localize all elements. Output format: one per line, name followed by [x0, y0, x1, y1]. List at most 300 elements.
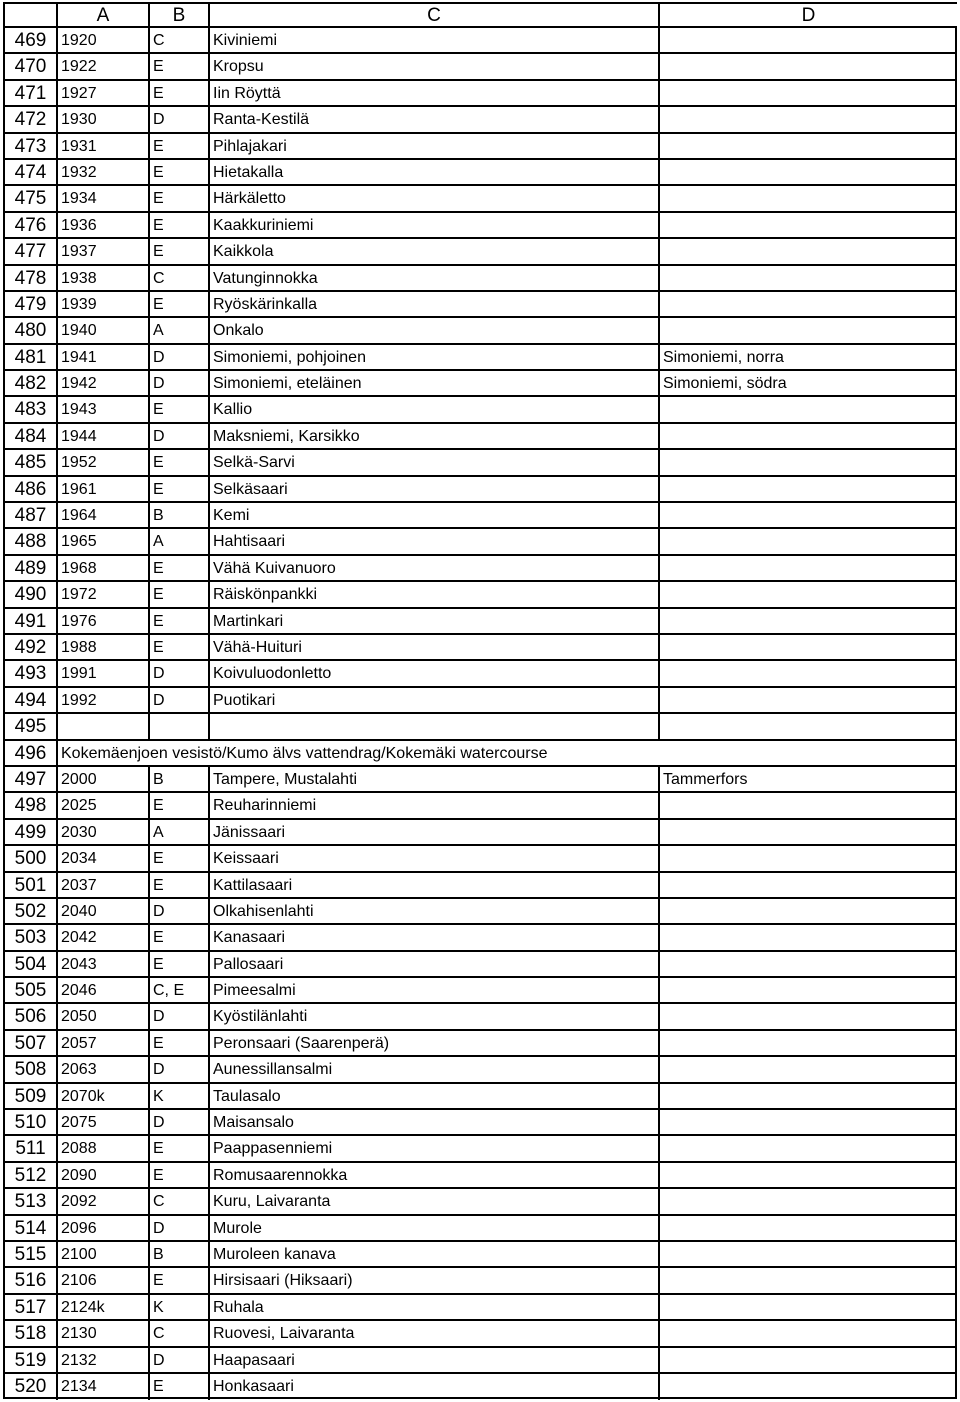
cell-b[interactable]: B — [150, 1242, 210, 1266]
table-row — [5, 609, 955, 635]
cell-c[interactable]: Kemi — [210, 503, 660, 527]
cell-a[interactable]: 1992 — [58, 688, 150, 712]
row-number[interactable]: 492 — [5, 635, 58, 659]
cell-a[interactable]: 1922 — [58, 54, 150, 78]
row-number[interactable]: 512 — [5, 1163, 58, 1187]
cell-b[interactable]: E — [150, 609, 210, 633]
cell-d[interactable] — [660, 714, 955, 738]
cell-c[interactable]: Härkäletto — [210, 186, 660, 210]
cell-b[interactable]: E — [150, 54, 210, 78]
cell-c[interactable]: Pihlajakari — [210, 134, 660, 158]
cell-a[interactable]: 1972 — [58, 582, 150, 606]
cell-d[interactable] — [660, 529, 955, 553]
table-row — [5, 714, 955, 740]
cell-c[interactable]: Martinkari — [210, 609, 660, 633]
cell-b[interactable]: D — [150, 371, 210, 395]
cell-d[interactable] — [660, 873, 955, 897]
cell-a[interactable]: 2037 — [58, 873, 150, 897]
row-number[interactable]: 475 — [5, 186, 58, 210]
spreadsheet-grid — [3, 2, 957, 1399]
row-number[interactable]: 476 — [5, 213, 58, 237]
cell-c[interactable]: Murole — [210, 1216, 660, 1240]
cell-c[interactable]: Pallosaari — [210, 952, 660, 976]
cell-a[interactable]: 1931 — [58, 134, 150, 158]
cell-a[interactable]: 1934 — [58, 186, 150, 210]
table-row — [5, 292, 955, 318]
cell-c[interactable]: Pimeesalmi — [210, 978, 660, 1002]
row-number[interactable]: 510 — [5, 1110, 58, 1134]
cell-d[interactable] — [660, 1216, 955, 1240]
cell-d[interactable] — [660, 266, 955, 290]
cell-b[interactable]: E — [150, 160, 210, 184]
cell-c[interactable]: Simoniemi, pohjoinen — [210, 345, 660, 369]
cell-a[interactable]: 2043 — [58, 952, 150, 976]
cell-d[interactable] — [660, 952, 955, 976]
cell-c[interactable]: Vatunginnokka — [210, 266, 660, 290]
row-number[interactable]: 486 — [5, 477, 58, 501]
cell-a[interactable]: 1937 — [58, 239, 150, 263]
cell-b[interactable]: D — [150, 1110, 210, 1134]
cell-a[interactable]: 2050 — [58, 1004, 150, 1028]
cell-d[interactable] — [660, 450, 955, 474]
cell-c[interactable]: Peronsaari (Saarenperä) — [210, 1031, 660, 1055]
cell-b[interactable]: D — [150, 899, 210, 923]
cell-d[interactable] — [660, 1004, 955, 1028]
table-row — [5, 1321, 955, 1347]
cell-c[interactable]: Ranta-Kestilä — [210, 107, 660, 131]
cell-c[interactable]: Maisansalo — [210, 1110, 660, 1134]
cell-b[interactable]: D — [150, 1348, 210, 1372]
cell-c[interactable]: Räiskönpankki — [210, 582, 660, 606]
cell-d[interactable]: Tammerfors — [663, 770, 748, 788]
cell-c[interactable]: Reuharinniemi — [210, 793, 660, 817]
table-row — [5, 899, 955, 925]
cell-b[interactable]: B — [150, 767, 210, 791]
column-header-b[interactable]: B — [150, 4, 210, 28]
cell-b[interactable]: E — [150, 397, 210, 421]
cell-c[interactable]: Tampere, Mustalahti — [210, 767, 660, 791]
column-header-a[interactable]: A — [58, 4, 150, 28]
cell-a[interactable]: 1941 — [58, 345, 150, 369]
cell-c[interactable]: Kyöstilänlahti — [210, 1004, 660, 1028]
row-number[interactable]: 505 — [5, 978, 58, 1002]
cell-b[interactable]: C, E — [150, 978, 210, 1002]
cell-c[interactable]: Vähä-Huituri — [210, 635, 660, 659]
cell-b[interactable]: E — [150, 477, 210, 501]
cell-b[interactable]: E — [150, 1268, 210, 1292]
cell-a[interactable]: 2075 — [58, 1110, 150, 1134]
cell-a[interactable]: 1968 — [58, 556, 150, 580]
cell-d[interactable] — [660, 81, 955, 105]
cell-d[interactable]: Simoniemi, norra — [663, 348, 784, 366]
row-number[interactable]: 483 — [5, 397, 58, 421]
cell-c[interactable]: Ruovesi, Laivaranta — [210, 1321, 660, 1345]
cell-c[interactable]: Kropsu — [210, 54, 660, 78]
cell-a[interactable]: 1942 — [58, 371, 150, 395]
cell-b[interactable]: D — [150, 661, 210, 685]
cell-b[interactable]: A — [150, 318, 210, 342]
cell-d[interactable] — [660, 1110, 955, 1134]
table-row — [5, 160, 955, 186]
cell-c[interactable]: Iin Röyttä — [210, 81, 660, 105]
cell-b[interactable]: E — [150, 846, 210, 870]
cell-c[interactable]: Taulasalo — [210, 1084, 660, 1108]
cell-b[interactable]: D — [150, 424, 210, 448]
cell-d[interactable] — [660, 635, 955, 659]
cell-a[interactable]: 1965 — [58, 529, 150, 553]
row-number[interactable]: 500 — [5, 846, 58, 870]
cell-c[interactable]: Keissaari — [210, 846, 660, 870]
cell-b[interactable]: C — [150, 266, 210, 290]
row-number[interactable]: 511 — [5, 1136, 58, 1160]
cell-b[interactable]: K — [150, 1084, 210, 1108]
cell-c[interactable]: Paappasenniemi — [210, 1136, 660, 1160]
cell-a[interactable]: 1940 — [58, 318, 150, 342]
row-number[interactable]: 487 — [5, 503, 58, 527]
row-number[interactable]: 502 — [5, 899, 58, 923]
cell-a[interactable]: 1930 — [58, 107, 150, 131]
cell-a[interactable]: 2092 — [58, 1189, 150, 1213]
cell-a[interactable]: 1932 — [58, 160, 150, 184]
row-number[interactable]: 469 — [5, 28, 58, 52]
cell-d[interactable] — [660, 582, 955, 606]
cell-b[interactable]: D — [150, 1216, 210, 1240]
row-number[interactable]: 482 — [5, 371, 58, 395]
cell-b[interactable]: E — [150, 873, 210, 897]
row-number[interactable]: 490 — [5, 582, 58, 606]
cell-d[interactable] — [660, 213, 955, 237]
row-number[interactable]: 501 — [5, 873, 58, 897]
table-row — [5, 1031, 955, 1057]
cell-c[interactable]: Jänissaari — [210, 820, 660, 844]
row-number[interactable]: 520 — [5, 1374, 58, 1400]
cell-a[interactable]: 2030 — [58, 820, 150, 844]
cell-d[interactable] — [660, 28, 955, 52]
table-row — [5, 424, 955, 450]
cell-a[interactable]: 1991 — [58, 661, 150, 685]
cell-d[interactable] — [660, 477, 955, 501]
row-number[interactable]: 479 — [5, 292, 58, 316]
row-number[interactable]: 519 — [5, 1348, 58, 1372]
cell-b[interactable]: E — [150, 1374, 210, 1400]
cell-b[interactable]: E — [150, 556, 210, 580]
cell-d[interactable] — [660, 54, 955, 78]
row-number[interactable]: 513 — [5, 1189, 58, 1213]
cell-b[interactable]: A — [150, 820, 210, 844]
cell-c[interactable]: Olkahisenlahti — [210, 899, 660, 923]
cell-a[interactable]: 2057 — [58, 1031, 150, 1055]
row-number[interactable]: 489 — [5, 556, 58, 580]
row-number[interactable]: 472 — [5, 107, 58, 131]
cell-a[interactable]: 2088 — [58, 1136, 150, 1160]
row-number[interactable]: 517 — [5, 1295, 58, 1319]
cell-d[interactable] — [660, 978, 955, 1002]
table-row — [5, 1189, 955, 1215]
cell-a[interactable]: 1961 — [58, 477, 150, 501]
table-row — [5, 318, 955, 344]
table-row — [5, 1242, 955, 1268]
cell-b[interactable]: D — [150, 1004, 210, 1028]
cell-d[interactable] — [660, 1348, 955, 1372]
table-row — [5, 925, 955, 951]
cell-a[interactable]: 2090 — [58, 1163, 150, 1187]
cell-b[interactable]: E — [150, 81, 210, 105]
cell-d[interactable] — [660, 1057, 955, 1081]
row-number[interactable]: 499 — [5, 820, 58, 844]
table-row — [5, 741, 955, 767]
cell-d[interactable] — [660, 820, 955, 844]
column-header-c[interactable]: C — [210, 4, 660, 28]
cell-a[interactable]: 2096 — [58, 1216, 150, 1240]
cell-a[interactable]: 1952 — [58, 450, 150, 474]
cell-b[interactable] — [150, 714, 210, 738]
row-number[interactable]: 514 — [5, 1216, 58, 1240]
cell-d[interactable] — [660, 318, 955, 342]
cell-b[interactable]: D — [150, 345, 210, 369]
cell-b[interactable]: E — [150, 292, 210, 316]
column-header-d[interactable]: D — [660, 4, 957, 28]
table-row — [5, 1136, 955, 1162]
cell-c[interactable]: Kattilasaari — [210, 873, 660, 897]
cell-a[interactable]: 2124k — [58, 1295, 150, 1319]
cell-a[interactable]: 1988 — [58, 635, 150, 659]
cell-c[interactable]: Haapasaari — [210, 1348, 660, 1372]
cell-a[interactable]: 1964 — [58, 503, 150, 527]
cell-b[interactable]: E — [150, 213, 210, 237]
cell-d[interactable] — [660, 239, 955, 263]
cell-b[interactable]: C — [150, 28, 210, 52]
cell-a[interactable]: 2134 — [58, 1374, 150, 1400]
cell-a[interactable]: 2130 — [58, 1321, 150, 1345]
table-row — [5, 1374, 955, 1400]
cell-d[interactable] — [660, 1242, 955, 1266]
table-row — [5, 371, 955, 397]
cell-a[interactable]: 1920 — [58, 28, 150, 52]
cell-a[interactable]: 1939 — [58, 292, 150, 316]
cell-c[interactable]: Muroleen kanava — [210, 1242, 660, 1266]
cell-b[interactable]: E — [150, 450, 210, 474]
table-row — [5, 1348, 955, 1374]
cell-d[interactable] — [660, 1374, 955, 1400]
cell-b[interactable]: E — [150, 239, 210, 263]
table-row — [5, 1004, 955, 1030]
cell-a[interactable]: 2106 — [58, 1268, 150, 1292]
cell-c[interactable]: Hirsisaari (Hiksaari) — [210, 1268, 660, 1292]
row-number[interactable]: 491 — [5, 609, 58, 633]
cell-b[interactable]: E — [150, 925, 210, 949]
cell-d[interactable] — [660, 1189, 955, 1213]
row-number[interactable]: 480 — [5, 318, 58, 342]
cell-b[interactable]: E — [150, 952, 210, 976]
row-number[interactable]: 481 — [5, 345, 58, 369]
cell-b[interactable]: K — [150, 1295, 210, 1319]
table-row — [5, 556, 955, 582]
cell-d[interactable] — [660, 1136, 955, 1160]
cell-c[interactable]: Kaakkuriniemi — [210, 213, 660, 237]
cell-c[interactable]: Ruhala — [210, 1295, 660, 1319]
cell-a[interactable]: 2046 — [58, 978, 150, 1002]
table-row — [5, 1216, 955, 1242]
cell-d[interactable] — [660, 107, 955, 131]
row-number[interactable]: 494 — [5, 688, 58, 712]
cell-c[interactable]: Maksniemi, Karsikko — [210, 424, 660, 448]
cell-d[interactable] — [660, 1031, 955, 1055]
cell-d[interactable] — [660, 609, 955, 633]
row-number[interactable]: 474 — [5, 160, 58, 184]
cell-a[interactable] — [58, 714, 150, 738]
cell-c[interactable]: Selkäsaari — [210, 477, 660, 501]
cell-d[interactable] — [660, 556, 955, 580]
cell-d[interactable] — [660, 292, 955, 316]
cell-c[interactable]: Onkalo — [210, 318, 660, 342]
cell-c[interactable]: Hahtisaari — [210, 529, 660, 553]
table-row — [5, 767, 955, 793]
row-number[interactable]: 504 — [5, 952, 58, 976]
cell-c[interactable]: Selkä-Sarvi — [210, 450, 660, 474]
cell-d[interactable] — [660, 1084, 955, 1108]
cell-b[interactable]: E — [150, 1136, 210, 1160]
table-row — [5, 793, 955, 819]
cell-a[interactable]: 2025 — [58, 793, 150, 817]
table-row — [5, 213, 955, 239]
sheet-rows — [5, 28, 955, 1400]
cell-d[interactable] — [660, 160, 955, 184]
cell-b[interactable]: D — [150, 1057, 210, 1081]
cell-d[interactable] — [660, 397, 955, 421]
cell-b[interactable]: D — [150, 688, 210, 712]
cell-d[interactable] — [660, 503, 955, 527]
cell-c[interactable]: Kanasaari — [210, 925, 660, 949]
cell-d[interactable] — [660, 899, 955, 923]
cell-b[interactable]: C — [150, 1189, 210, 1213]
cell-b[interactable]: E — [150, 793, 210, 817]
cell-d[interactable] — [660, 925, 955, 949]
cell-d[interactable] — [660, 1295, 955, 1319]
row-number[interactable]: 473 — [5, 134, 58, 158]
cell-c[interactable]: Aunessillansalmi — [210, 1057, 660, 1081]
table-row — [5, 688, 955, 714]
table-row — [5, 820, 955, 846]
row-number[interactable]: 503 — [5, 925, 58, 949]
cell-a[interactable]: 2042 — [58, 925, 150, 949]
cell-c[interactable]: Hietakalla — [210, 160, 660, 184]
cell-a[interactable]: 2070k — [58, 1084, 150, 1108]
cell-c[interactable]: Kuru, Laivaranta — [210, 1189, 660, 1213]
cell-d[interactable] — [660, 134, 955, 158]
table-row — [5, 529, 955, 555]
table-row — [5, 28, 955, 54]
cell-b[interactable]: E — [150, 134, 210, 158]
cell-b[interactable]: E — [150, 186, 210, 210]
cell-c[interactable]: Ryöskärinkalla — [210, 292, 660, 316]
cell-b[interactable]: E — [150, 635, 210, 659]
row-number[interactable]: 515 — [5, 1242, 58, 1266]
cell-c[interactable]: Simoniemi, eteläinen — [210, 371, 660, 395]
table-row — [5, 186, 955, 212]
cell-c[interactable]: Koivuluodonletto — [210, 661, 660, 685]
row-number[interactable]: 498 — [5, 793, 58, 817]
cell-c[interactable]: Kiviniemi — [210, 28, 660, 52]
cell-d[interactable] — [660, 1268, 955, 1292]
row-number[interactable]: 477 — [5, 239, 58, 263]
cell-d[interactable] — [660, 424, 955, 448]
cell-a[interactable]: 2063 — [58, 1057, 150, 1081]
cell-d[interactable] — [660, 688, 955, 712]
cell-a[interactable]: 2040 — [58, 899, 150, 923]
cell-c[interactable]: Kaikkola — [210, 239, 660, 263]
row-number[interactable]: 488 — [5, 529, 58, 553]
table-row — [5, 1268, 955, 1294]
cell-d[interactable] — [660, 846, 955, 870]
cell-d[interactable] — [660, 793, 955, 817]
cell-a[interactable]: 2034 — [58, 846, 150, 870]
cell-a[interactable]: 1936 — [58, 213, 150, 237]
cell-a[interactable]: 1976 — [58, 609, 150, 633]
table-row — [5, 134, 955, 160]
cell-d[interactable] — [660, 661, 955, 685]
cell-d[interactable] — [660, 1163, 955, 1187]
row-number[interactable]: 497 — [5, 767, 58, 791]
cell-c[interactable]: Kallio — [210, 397, 660, 421]
cell-d[interactable] — [660, 1321, 955, 1345]
row-number[interactable]: 470 — [5, 54, 58, 78]
row-number[interactable]: 506 — [5, 1004, 58, 1028]
cell-b[interactable]: E — [150, 582, 210, 606]
cell-b[interactable]: E — [150, 1163, 210, 1187]
cell-b[interactable]: B — [150, 503, 210, 527]
row-number[interactable]: 493 — [5, 661, 58, 685]
row-number[interactable]: 495 — [5, 714, 58, 738]
cell-c[interactable]: Romusaarennokka — [210, 1163, 660, 1187]
cell-a[interactable]: 1938 — [58, 266, 150, 290]
cell-d[interactable] — [660, 186, 955, 210]
cell-a[interactable]: 2100 — [58, 1242, 150, 1266]
cell-c[interactable] — [210, 714, 660, 738]
table-row — [5, 1057, 955, 1083]
cell-c[interactable]: Honkasaari — [210, 1374, 660, 1400]
row-number[interactable]: 484 — [5, 424, 58, 448]
cell-a-spanning[interactable]: Kokemäenjoen vesistö/Kumo älvs vattendrag/Kokemäki watercourse — [58, 741, 955, 765]
row-number[interactable]: 518 — [5, 1321, 58, 1345]
row-number[interactable]: 509 — [5, 1084, 58, 1108]
cell-b[interactable]: E — [150, 1031, 210, 1055]
cell-a[interactable]: 1943 — [58, 397, 150, 421]
row-number[interactable]: 485 — [5, 450, 58, 474]
cell-b[interactable]: C — [150, 1321, 210, 1345]
cell-a[interactable]: 2000 — [58, 767, 150, 791]
select-all-corner[interactable] — [5, 4, 58, 28]
row-number[interactable]: 508 — [5, 1057, 58, 1081]
table-row — [5, 266, 955, 292]
row-number[interactable]: 507 — [5, 1031, 58, 1055]
cell-d[interactable]: Simoniemi, södra — [663, 375, 787, 393]
cell-a[interactable]: 1944 — [58, 424, 150, 448]
table-row — [5, 1110, 955, 1136]
table-row — [5, 107, 955, 133]
row-number[interactable]: 478 — [5, 266, 58, 290]
cell-a[interactable]: 2132 — [58, 1348, 150, 1372]
cell-b[interactable]: D — [150, 107, 210, 131]
row-number[interactable]: 471 — [5, 81, 58, 105]
row-number[interactable]: 516 — [5, 1268, 58, 1292]
cell-c[interactable]: Puotikari — [210, 688, 660, 712]
cell-b[interactable]: A — [150, 529, 210, 553]
table-row — [5, 239, 955, 265]
row-number[interactable]: 496 — [5, 741, 58, 765]
table-row — [5, 1163, 955, 1189]
cell-a[interactable]: 1927 — [58, 81, 150, 105]
cell-c[interactable]: Vähä Kuivanuoro — [210, 556, 660, 580]
